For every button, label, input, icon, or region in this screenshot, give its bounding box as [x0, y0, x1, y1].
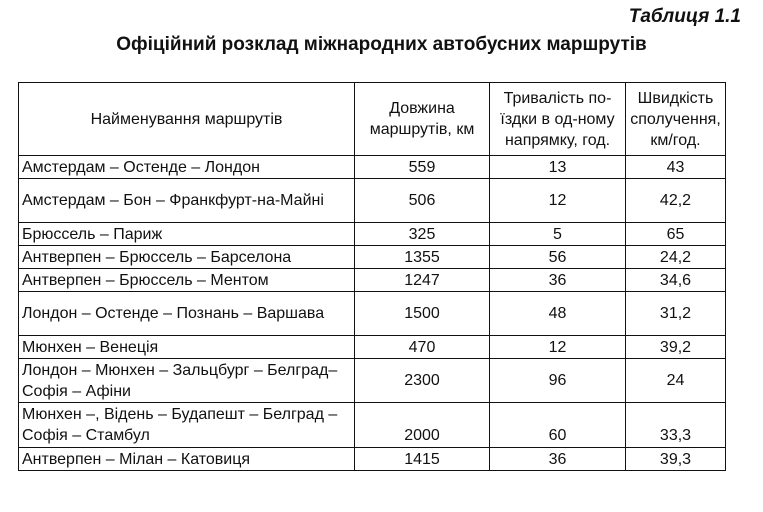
header-route-name: Найменування маршрутів — [19, 83, 355, 156]
speed-cell: 31,2 — [626, 292, 726, 336]
route-name-cell: Антверпен – Брюссель – Барселона — [19, 246, 355, 269]
speed-cell: 43 — [626, 156, 726, 179]
table-row — [19, 336, 726, 359]
trip-duration-cell: 13 — [490, 156, 626, 179]
route-length-cell: 1355 — [355, 246, 490, 269]
table-header-row — [19, 83, 726, 156]
route-name-cell: Лондон – Мюнхен – Зальцбург – Белград– Софія – Афіни — [19, 359, 355, 403]
route-length-cell: 2000 — [355, 403, 490, 448]
route-name-cell: Лондон – Остенде – Познань – Варшава — [19, 292, 355, 336]
page-title: Офіційний розклад міжнародних автобусних маршрутів — [116, 34, 647, 55]
header-trip-duration: Тривалість по-їздки в од-ному напрямку, год. — [490, 83, 626, 156]
header-speed: Швидкість сполучення, км/год. — [626, 83, 726, 156]
route-name-cell: Брюссель – Париж — [19, 223, 355, 246]
speed-cell: 39,3 — [626, 448, 726, 471]
trip-duration-cell: 56 — [490, 246, 626, 269]
table-row — [19, 448, 726, 471]
speed-cell: 34,6 — [626, 269, 726, 292]
trip-duration-cell: 5 — [490, 223, 626, 246]
route-length-cell: 1247 — [355, 269, 490, 292]
route-name-cell: Мюнхен – Венеція — [19, 336, 355, 359]
header-route-length: Довжина маршрутів, км — [355, 83, 490, 156]
route-name-cell: Антверпен – Мілан – Катовиця — [19, 448, 355, 471]
route-name-cell: Антверпен – Брюссель – Ментом — [19, 269, 355, 292]
route-length-cell: 2300 — [355, 359, 490, 403]
table-row — [19, 359, 726, 403]
route-length-cell: 470 — [355, 336, 490, 359]
speed-cell: 65 — [626, 223, 726, 246]
trip-duration-cell: 36 — [490, 448, 626, 471]
trip-duration-cell: 12 — [490, 179, 626, 223]
table-row — [19, 223, 726, 246]
table-row — [19, 269, 726, 292]
route-length-cell: 559 — [355, 156, 490, 179]
trip-duration-cell: 12 — [490, 336, 626, 359]
table-row — [19, 403, 726, 448]
table-row — [19, 246, 726, 269]
table-row — [19, 292, 726, 336]
speed-cell: 39,2 — [626, 336, 726, 359]
route-length-cell: 325 — [355, 223, 490, 246]
trip-duration-cell: 96 — [490, 359, 626, 403]
speed-cell: 24,2 — [626, 246, 726, 269]
bus-schedule-table — [18, 82, 726, 471]
speed-cell: 42,2 — [626, 179, 726, 223]
route-name-cell: Амстердам – Остенде – Лондон — [19, 156, 355, 179]
table-row — [19, 179, 726, 223]
speed-cell: 33,3 — [626, 403, 726, 448]
trip-duration-cell: 36 — [490, 269, 626, 292]
table-caption: Таблиця 1.1 — [628, 6, 741, 27]
route-name-cell: Мюнхен –, Відень – Будапешт – Белград – Софія – Стамбул — [19, 403, 355, 448]
route-length-cell: 1500 — [355, 292, 490, 336]
route-length-cell: 506 — [355, 179, 490, 223]
table-row — [19, 156, 726, 179]
trip-duration-cell: 60 — [490, 403, 626, 448]
trip-duration-cell: 48 — [490, 292, 626, 336]
route-name-cell: Амстердам – Бон – Франкфурт-на-Майні — [19, 179, 355, 223]
route-length-cell: 1415 — [355, 448, 490, 471]
speed-cell: 24 — [626, 359, 726, 403]
